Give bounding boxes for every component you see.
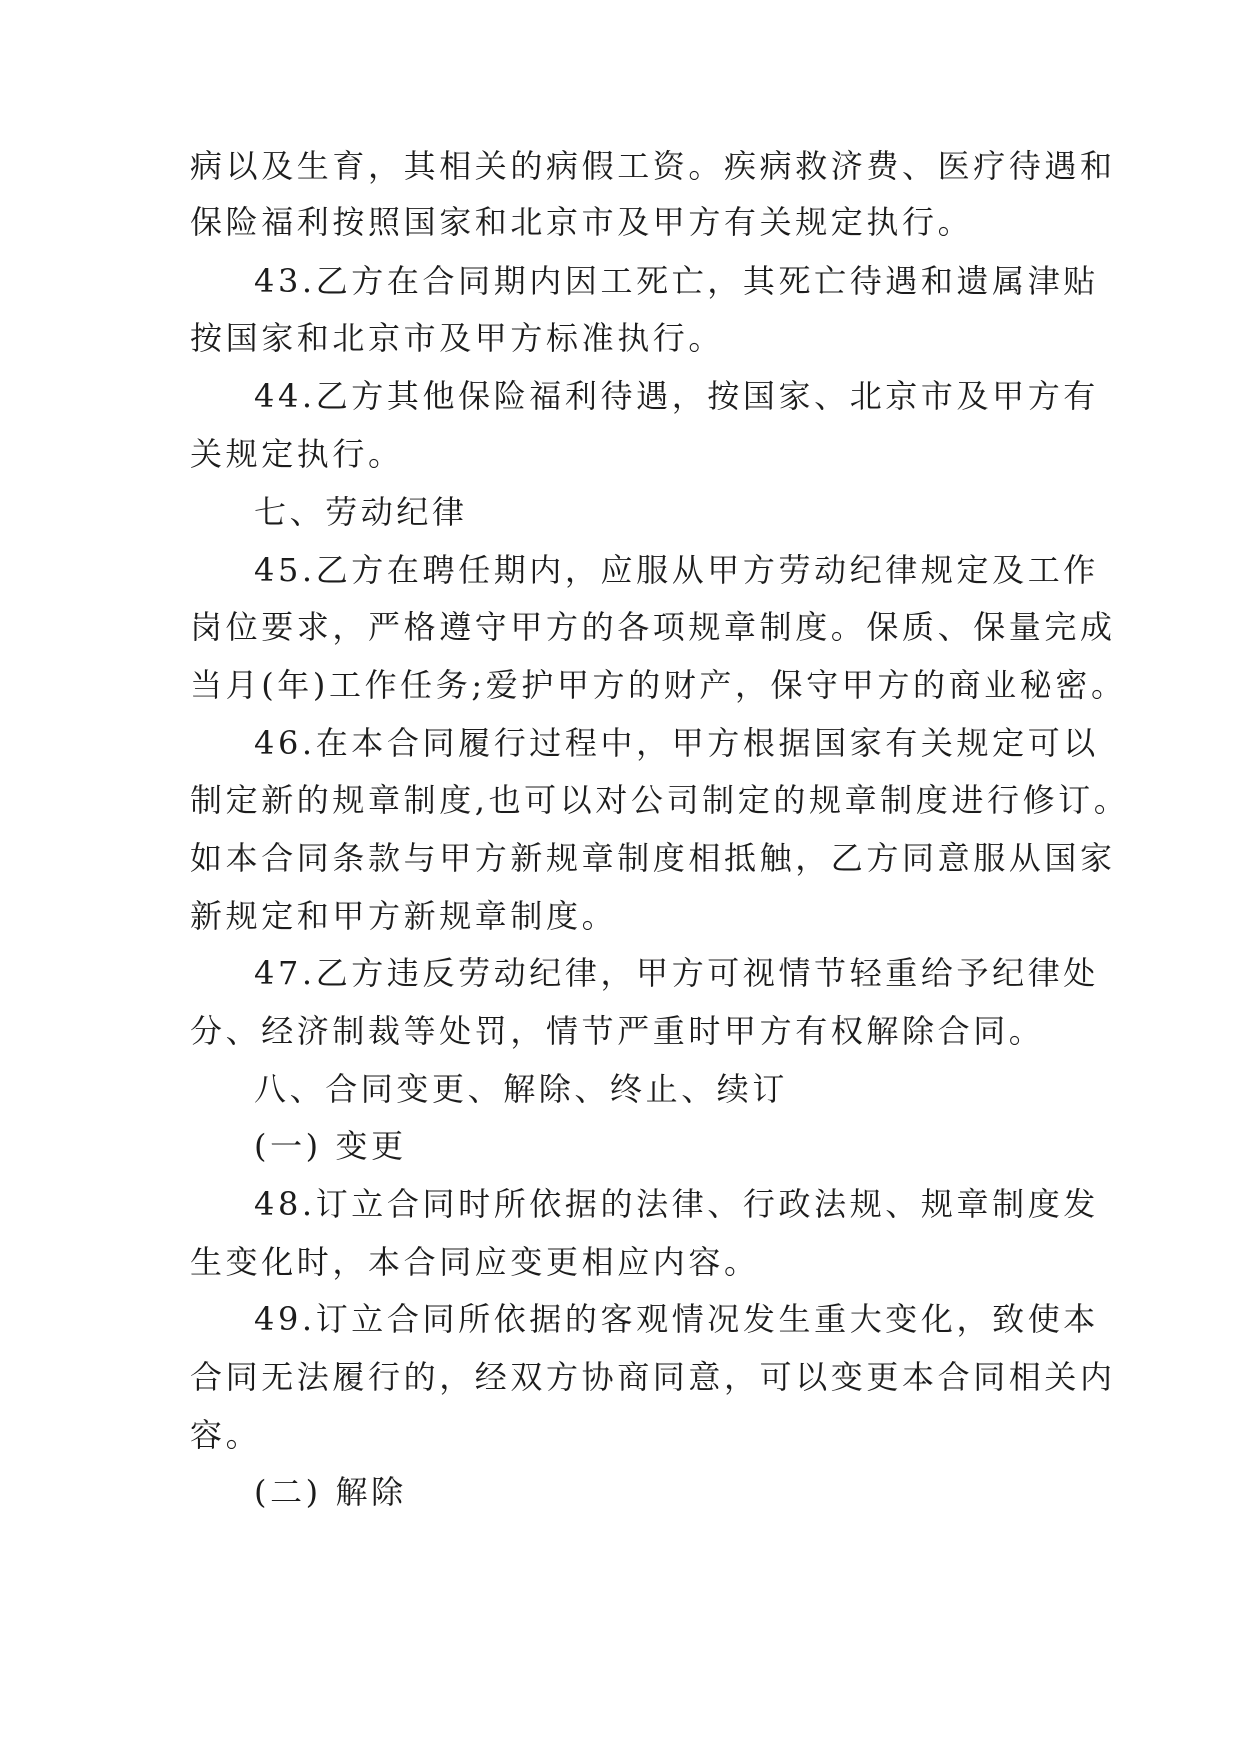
text-line: 病以及生育，其相关的病假工资。疾病救济费、医疗待遇和 — [190, 147, 1116, 185]
section-heading: 八、合同变更、解除、终止、续订 — [254, 1070, 789, 1108]
text-line: 48.订立合同时所依据的法律、行政法规、规章制度发 — [254, 1185, 1099, 1223]
text-line: 49.订立合同所依据的客观情况发生重大变化，致使本 — [254, 1300, 1099, 1338]
subsection-heading: (二) 解除 — [254, 1473, 407, 1511]
text-line: 当月(年)工作任务;爱护甲方的财产，保守甲方的商业秘密。 — [190, 666, 1127, 704]
text-line: 新规定和甲方新规章制度。 — [190, 897, 618, 935]
text-line: 47.乙方违反劳动纪律，甲方可视情节轻重给予纪律处 — [254, 954, 1099, 992]
text-line: 44.乙方其他保险福利待遇，按国家、北京市及甲方有 — [254, 377, 1099, 415]
section-heading: 七、劳动纪律 — [254, 493, 468, 531]
text-line: 如本合同条款与甲方新规章制度相抵触，乙方同意服从国家 — [190, 839, 1116, 877]
text-line: 46.在本合同履行过程中，甲方根据国家有关规定可以 — [254, 724, 1099, 762]
text-line: 关规定执行。 — [190, 435, 404, 473]
text-line: 生变化时，本合同应变更相应内容。 — [190, 1243, 760, 1281]
text-line: 岗位要求，严格遵守甲方的各项规章制度。保质、保量完成 — [190, 608, 1116, 646]
text-line: 合同无法履行的，经双方协商同意，可以变更本合同相关内 — [190, 1358, 1116, 1396]
subsection-heading: (一) 变更 — [254, 1127, 407, 1165]
text-line: 45.乙方在聘任期内，应服从甲方劳动纪律规定及工作 — [254, 551, 1099, 589]
text-line: 容。 — [190, 1416, 262, 1454]
text-line: 43.乙方在合同期内因工死亡，其死亡待遇和遗属津贴 — [254, 262, 1099, 300]
text-line: 制定新的规章制度,也可以对公司制定的规章制度进行修订。 — [190, 781, 1130, 819]
text-line: 分、经济制裁等处罚，情节严重时甲方有权解除合同。 — [190, 1012, 1045, 1050]
text-line: 保险福利按照国家和北京市及甲方有关规定执行。 — [190, 203, 974, 241]
text-line: 按国家和北京市及甲方标准执行。 — [190, 319, 725, 357]
